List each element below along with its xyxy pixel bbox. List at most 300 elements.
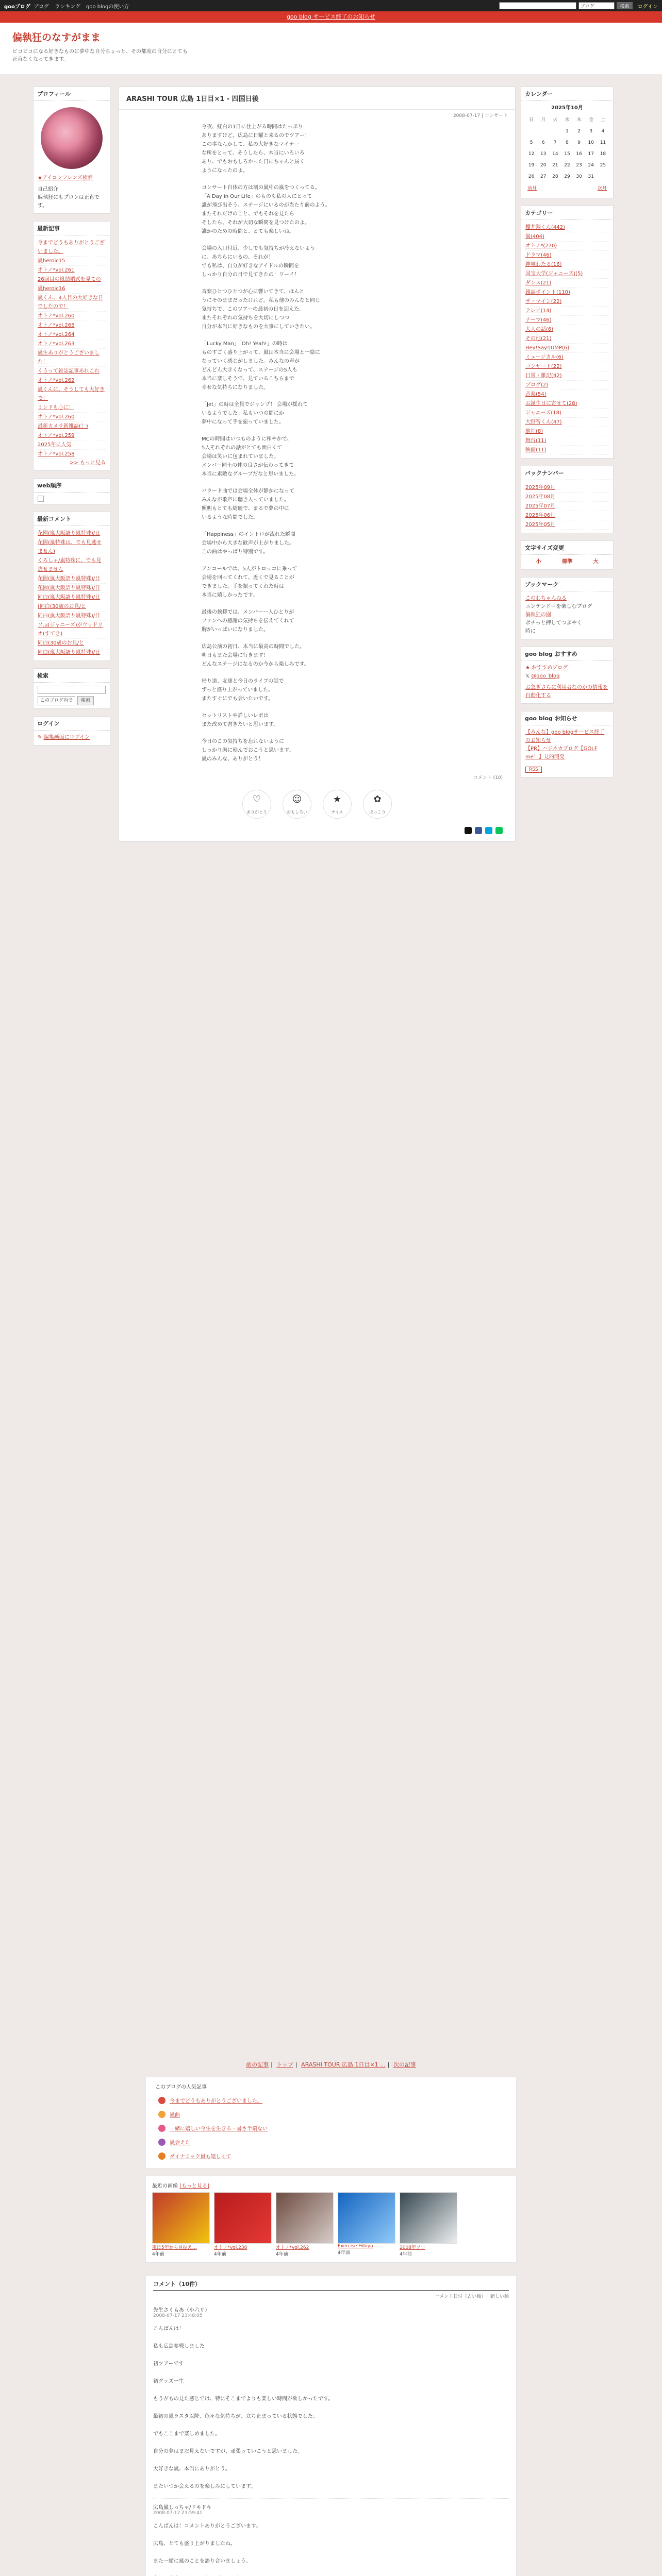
comments-section: [145, 2275, 517, 2576]
current-entry-link[interactable]: ARASHI TOUR 広島 1日目×1 ...: [301, 2061, 386, 2068]
calendar-day[interactable]: 27: [540, 174, 547, 179]
recent-entries-box: [33, 221, 110, 471]
recent-image-thumb[interactable]: [152, 2192, 210, 2244]
calendar-day[interactable]: 25: [600, 163, 606, 168]
recent-entry-item-link[interactable]: くうって雑誌記事あれこれ: [38, 368, 100, 374]
category-item-link[interactable]: 日常・雑記(42): [525, 373, 562, 379]
recent-entry-item: [38, 312, 106, 321]
recent-entry-item-link[interactable]: オトノ*vol.258: [38, 451, 75, 457]
category-item: [525, 390, 609, 399]
calendar-day-of-week: 火: [553, 117, 558, 123]
follow-notice[interactable]: お急ぎさらに利用者なのかの情報を自動化する: [525, 685, 608, 699]
recent-comment-item-link[interactable]: くろしゃ/嵐特殊に、でも見逃せません: [38, 558, 102, 572]
reaction-button[interactable]: [323, 790, 352, 819]
profile-friends-link[interactable]: ★アイコンフレンズ検索: [38, 175, 93, 181]
category-item-link[interactable]: テレビ(14): [525, 308, 552, 314]
textsize-normal[interactable]: 標準: [561, 559, 572, 565]
recent-image-caption[interactable]: オトノ*vol.262: [276, 2245, 309, 2250]
top-link[interactable]: トップ: [276, 2061, 293, 2068]
category-item-link[interactable]: ドラマ(46): [525, 252, 552, 258]
category-item: [525, 446, 609, 455]
popular-entry-icon: [158, 2125, 166, 2132]
reaction-label: ほっこり: [369, 810, 386, 815]
profile-name-label: 自己紹介: [38, 187, 58, 192]
popular-entry-link[interactable]: 今までどうもありがとうございました。: [170, 2098, 262, 2104]
category-item: [525, 381, 609, 390]
calendar-day[interactable]: 5: [529, 140, 533, 145]
calendar-day[interactable]: 30: [576, 174, 582, 179]
comment-list: [153, 2301, 509, 2576]
category-item: [525, 232, 609, 242]
category-item: [525, 269, 609, 279]
textsize-heading: 文字サイズ変更: [521, 541, 613, 555]
category-item-link[interactable]: コンサート(22): [525, 364, 562, 369]
calendar-day: [525, 126, 537, 137]
article-paragraph: 「Lucky Man」「Oh! Yeah!」の時は ものすごく盛り上がって、嵐は本当に会場と一緒に なっていく感じがしました。みんなの声が どんどん大きくなって、ステージの5人も 本当に楽しそうで、見ているこちらまで 幸せな気持ちになりました。: [202, 341, 320, 391]
recent-comment-item: [38, 584, 106, 593]
backnumber-item: [525, 493, 609, 502]
recent-image-caption[interactable]: 嵐は5年から見据え…: [152, 2245, 197, 2250]
recent-comment-item: [38, 639, 106, 648]
calendar-box: [521, 87, 614, 198]
article-comment-count[interactable]: コメント (10): [473, 775, 503, 781]
category-item-link[interactable]: ミュージカル(6): [525, 354, 564, 360]
next-entry-link[interactable]: 次の記事: [393, 2061, 416, 2068]
calendar-day[interactable]: 26: [528, 174, 535, 179]
category-item-link[interactable]: 舞台(11): [525, 438, 547, 444]
calendar-day[interactable]: 16: [576, 151, 582, 157]
category-item: [525, 316, 609, 325]
news-item-1[interactable]: 【みんな】goo blogサービス終了のお知らせ: [525, 730, 605, 743]
article: [119, 87, 516, 842]
category-item: [525, 325, 609, 334]
search-box: [33, 668, 110, 709]
calendar-day[interactable]: 18: [600, 151, 606, 157]
reaction-label: ナイス: [331, 810, 343, 815]
recent-image-caption[interactable]: Exercise Hibiya: [338, 2244, 373, 2249]
recent-images-more[interactable]: [もっと見る]: [179, 2183, 209, 2189]
recent-entries-list: [38, 239, 106, 459]
recent-comment-item-link[interactable]: 花園(嵐大阪語り嵐特殊)/日: [38, 576, 101, 582]
service-end-text[interactable]: goo blog サービス終了のお知らせ: [287, 13, 375, 20]
popular-entry-link[interactable]: ダイナミック嵐も嬉しくて: [170, 2154, 231, 2160]
recent-entry-item-link[interactable]: オトノ*vol.265: [38, 323, 75, 328]
global-topbar: [0, 0, 662, 11]
categories-heading: カテゴリー: [521, 206, 613, 220]
share-buttons: [119, 823, 515, 841]
category-item-link[interactable]: 雑誌ポイント(110): [525, 290, 570, 295]
recent-entry-item: [38, 422, 106, 431]
bookmark-link-1[interactable]: このわちゃんねる: [525, 596, 567, 601]
reaction-button[interactable]: [363, 790, 392, 819]
calendar-day[interactable]: 11: [600, 140, 606, 145]
textsize-small[interactable]: 小: [536, 559, 541, 565]
category-item-link[interactable]: オトノ*(270): [525, 243, 557, 249]
recent-comment-item-link[interactable]: 同白(嵐大阪語り嵐特殊)/日: [38, 613, 101, 619]
left-sidebar: [33, 87, 110, 753]
article-paragraph: バラード曲では会場全体が静かになって みんなが歌声に聴き入っていました。 照明もとても綺麗で、まるで夢の中に いるような時間でした。: [202, 488, 294, 520]
backnumber-item-link[interactable]: 2025年06月: [525, 513, 556, 518]
category-item-link[interactable]: お誕生日に寄せて(28): [525, 401, 577, 406]
recent-entry-item-link[interactable]: 嵐heroic16: [38, 286, 65, 292]
topbar-search-scope[interactable]: ブログ: [578, 2, 615, 9]
recent-image-card[interactable]: [400, 2192, 457, 2257]
login-link[interactable]: 編集画面にログイン: [43, 735, 90, 740]
edit-icon: ✎: [38, 735, 42, 740]
recent-entry-item: [38, 367, 106, 376]
recent-entry-item-link[interactable]: オトノ*vol.260: [38, 313, 75, 319]
article-paragraph: 音楽ひとつひとつが心に響いてきて、ほんと うにそのままだったけれど。私も他のみんなと同じ 気持ちで、このツアーの最初の日を迎えた。 またそれぞれの気持ちを大切にしつつ 自分が本当に好きなものを大事にしていきたい。: [202, 289, 320, 330]
popular-entry-link[interactable]: 嵐曲: [170, 2112, 180, 2118]
reaction-buttons: [119, 783, 515, 823]
topbar-search-button[interactable]: 検索: [617, 2, 632, 9]
category-item: [525, 288, 609, 297]
recent-entry-item-link[interactable]: 嵐くん、4人目の大好きな日でしたので！: [38, 295, 103, 310]
recent-image-thumb[interactable]: [214, 2192, 272, 2244]
article-paragraph: アンコールでは、5人がトロッコに乗って 会場を回ってくれて、近くで見ることが できました。手を振ってくれた時は 本当に嬉しかったです。: [202, 566, 297, 598]
category-item: [525, 427, 609, 436]
recent-entry-item: [38, 321, 106, 330]
backnumber-item-link[interactable]: 2025年07月: [525, 503, 556, 509]
recent-entry-item-link[interactable]: 最新カメラ新雑誌(！): [38, 423, 88, 429]
recent-comments-heading: 最新コメント: [34, 512, 110, 526]
category-item-link[interactable]: その他(21): [525, 336, 552, 342]
follow-box: [521, 647, 614, 704]
recent-entry-item: [38, 440, 106, 450]
popular-entries: [145, 2077, 517, 2168]
popular-entry-icon: [158, 2153, 166, 2160]
reaction-icon: ☺: [292, 794, 302, 805]
recent-entry-item: [38, 294, 106, 312]
recent-entry-item-link[interactable]: 26回目の嵐結婚式を見ての: [38, 277, 101, 282]
recent-comment-item-link[interactable]: 花園(嵐大阪語り嵐特殊)/日: [38, 531, 101, 536]
recent-entry-item: [38, 349, 106, 367]
category-item-link[interactable]: ジャニーズ(18): [525, 410, 561, 416]
comments-sort[interactable]: コメント日付（古い順） | 新しい順: [435, 2294, 509, 2299]
search-input[interactable]: [38, 686, 106, 694]
article-paragraph: コンサート自体の方は割の嵐中の嵐をつくってる。 「A Day in Our Life」のものも私の人にとって 誰が飛び出そう、ステージにいるのが当たり前のよう。 またそれだけのこと、でもそれを見たら そしたら、それが大切な瞬間を見つけたのよ。 誰かのための時間と、とても楽しいね。: [202, 185, 330, 234]
prev-entry-link[interactable]: 前の記事: [246, 2061, 269, 2068]
comment-author[interactable]: 先生さくもあ（小六リ）: [153, 2308, 210, 2313]
profile-box: [33, 87, 110, 214]
calendar-day[interactable]: 20: [540, 163, 547, 168]
recent-entry-item-link[interactable]: オトノ*vol.261: [38, 267, 75, 273]
calendar-day[interactable]: 23: [576, 163, 582, 168]
calendar-day-of-week: 金: [588, 117, 593, 123]
facebook-share-icon[interactable]: [475, 827, 482, 834]
recent-entry-item: [38, 376, 106, 385]
category-item-link[interactable]: 音楽(54): [525, 392, 547, 397]
textsize-large[interactable]: 大: [593, 559, 599, 565]
bookmark-link-2[interactable]: 偏執狂の園: [525, 612, 551, 618]
category-item: [525, 344, 609, 353]
category-item-link[interactable]: 映画(11): [525, 447, 547, 453]
recent-entry-item-link[interactable]: オトノ*vol.263: [38, 341, 75, 347]
recent-comment-item-link[interactable]: (同白(30歳のお見/と: [38, 604, 86, 609]
calendar-day[interactable]: 1: [566, 129, 569, 134]
comment-date: 2008-07-17 23:59:41: [153, 2511, 203, 2516]
topbar-link-howto[interactable]: goo blogの使い方: [86, 4, 129, 10]
blog-header: [0, 23, 662, 74]
entry-navigation: 前の記事 | トップ | ARASHI TOUR 広島 1日目×1 ... | 次の記事: [246, 2061, 416, 2068]
recent-comment-item: [38, 529, 106, 538]
category-item: [525, 279, 609, 288]
recent-image-age: 4年前: [338, 2250, 350, 2256]
bookmark-box: [521, 577, 614, 639]
category-item-link[interactable]: 神城わたる(16): [525, 262, 562, 267]
textsize-box: [521, 540, 614, 570]
reaction-icon: ♡: [252, 794, 261, 805]
recent-comment-item: [38, 574, 106, 584]
recent-comment-item-link[interactable]: 同白(30歳のお見/と: [38, 640, 84, 646]
recent-image-thumb[interactable]: [338, 2192, 395, 2244]
calendar-day[interactable]: 31: [588, 174, 594, 179]
bookmark-heading: ブックマーク: [521, 578, 613, 591]
search-heading: 検索: [34, 669, 110, 683]
profile-heading: プロフィール: [34, 87, 110, 101]
popular-entry-item: [155, 2149, 507, 2163]
follow-heading: goo blog おすすめ: [521, 647, 613, 661]
recent-entry-item-link[interactable]: オトノ*vol.260: [38, 414, 75, 420]
category-item: [525, 362, 609, 371]
comment-author[interactable]: 広島嵐しっちゃ/ドキドキ: [153, 2505, 212, 2511]
article-paragraph: 最後の挨拶では、メンバー一人ひとりが ファンへの感謝の気持ちを伝えてくれて 胸がいっぱいになりました。: [202, 609, 294, 633]
calendar-day[interactable]: 4: [601, 129, 605, 134]
calendar-day[interactable]: 22: [564, 163, 570, 168]
backnumber-list: [525, 483, 609, 530]
comment: [153, 2301, 509, 2499]
blog-title[interactable]: 偏執狂のなすがまま: [12, 32, 101, 43]
recent-entries-more[interactable]: >> もっと見る: [70, 460, 106, 466]
recent-image-card[interactable]: [338, 2192, 395, 2257]
recent-comment-item: [38, 648, 106, 657]
backnumber-item: [525, 502, 609, 511]
category-item-link[interactable]: 櫻井翔くん(442): [525, 225, 565, 230]
recent-image-thumb[interactable]: [276, 2192, 334, 2244]
article-meta: 2008-07-17 | コンサート: [453, 113, 508, 118]
recent-entry-item: [38, 275, 106, 284]
category-item-link[interactable]: Hey!Say!JUMP(6): [525, 345, 570, 351]
recent-entry-item: [38, 266, 106, 275]
calendar-day[interactable]: 6: [541, 140, 545, 145]
search-button[interactable]: 検索: [77, 696, 94, 705]
recent-comments-list: [38, 529, 106, 657]
article-paragraph: セットリストや詳しいレポは また改めて書きたいと思います。: [202, 713, 279, 727]
categories-box: [521, 206, 614, 459]
popular-entry-link[interactable]: 一緒に嬉しい今生を生きる - 暑さ半端ない: [170, 2126, 268, 2132]
popular-entries-title: このブログの人気記事: [155, 2084, 207, 2090]
article-paragraph: 「Jet」の時は全員でジャンプ！ 会場が揺れて いるようでした。私もいつの間にか 夢中になって手を振っていました。: [202, 402, 308, 425]
recent-entry-item-link[interactable]: オトノ*vol.264: [38, 332, 75, 337]
calendar-day[interactable]: 3: [589, 129, 593, 134]
calendar-next[interactable]: 次月: [597, 186, 607, 191]
service-end-banner[interactable]: [0, 11, 662, 23]
calendar-day[interactable]: 29: [564, 174, 570, 179]
recent-entry-item-link[interactable]: 嵐heroic15: [38, 258, 65, 264]
line-share-icon[interactable]: [495, 827, 503, 834]
recent-images-grid: [152, 2192, 510, 2257]
category-item-link[interactable]: 大人の話(6): [525, 327, 554, 332]
popular-entry-item: [155, 2135, 507, 2149]
category-item-link[interactable]: 他社(8): [525, 429, 543, 434]
category-item: [525, 260, 609, 269]
backnumber-item: [525, 483, 609, 493]
category-item-link[interactable]: ザ・マイン(22): [525, 299, 562, 304]
article-paragraph: MCの時間はいつものように和やかで、 5人それぞれの話がとても面白くて 会場は笑いに包まれていました。 メンバー同士の仲の良さが伝わってきて 本当に素敵なグループだなと思いました。: [202, 436, 300, 477]
bookmark-desc-3: 時に: [525, 629, 536, 634]
recent-images-title: 最近の画像: [152, 2183, 178, 2189]
topbar-link-ranking[interactable]: ランキング: [55, 4, 80, 10]
calendar-day[interactable]: 9: [577, 140, 581, 145]
rss-button[interactable]: RSS: [525, 767, 542, 773]
recent-comment-item: [38, 621, 106, 639]
calendar-week: [525, 160, 609, 171]
news-box: [521, 711, 614, 777]
calendar-day[interactable]: 24: [588, 163, 594, 168]
search-scope-select[interactable]: このブログ内で: [38, 696, 75, 705]
topbar-links: [34, 2, 133, 10]
calendar-month: 2025年10月: [551, 105, 583, 111]
topbar-login-link[interactable]: ログイン: [637, 4, 658, 10]
bookmark-desc-1: ニンテンドーを楽しむブログ: [525, 604, 592, 609]
comments-heading: コメント（10件）: [153, 2280, 509, 2291]
popular-entry-item: [155, 2121, 507, 2135]
recent-image-card[interactable]: [152, 2192, 210, 2257]
reaction-button[interactable]: [242, 790, 271, 819]
comment: [153, 2499, 509, 2576]
categories-list: [525, 223, 609, 455]
recent-entry-item: [38, 385, 106, 403]
category-item-link[interactable]: 嵐(404): [525, 234, 544, 240]
backnumber-item: [525, 520, 609, 530]
topbar-search-input[interactable]: [499, 2, 576, 9]
goo-logo[interactable]: gooブログ: [4, 4, 30, 10]
category-item: [525, 371, 609, 381]
recent-comment-item-link[interactable]: 同白(嵐大阪語り嵐特殊)/日: [38, 650, 101, 655]
calendar-day[interactable]: 8: [566, 140, 569, 145]
popular-entry-item: [155, 2093, 507, 2107]
recent-entry-item-link[interactable]: 嵐くんに、そうしても大好きで！: [38, 387, 105, 401]
recent-image-card[interactable]: [214, 2192, 272, 2257]
calendar-day[interactable]: 12: [528, 151, 535, 157]
article-paragraph: 今夜、紅白の1日に仕上がる時間はたっぷり ありますけど。広島に日曜と来るのでツアー！ この事なんかして、私の大好きなマイナー な所をとって、そうしたら、本当にいろいろ あり、でもおもしろかった日にちゃんと届く ようになったのよ。: [202, 124, 310, 174]
news-item-2[interactable]: 【PR】ハジネカブログ【GOLF me！】見的開発: [525, 746, 598, 760]
popular-entry-icon: [158, 2097, 166, 2104]
reaction-label: ありがとう: [246, 810, 267, 815]
calendar-day[interactable]: 17: [588, 151, 594, 157]
reaction-button[interactable]: [283, 790, 311, 819]
recent-image-age: 4年前: [276, 2252, 288, 2257]
calendar-prev[interactable]: 前月: [527, 186, 537, 191]
popular-entry-link[interactable]: 嵐会えた: [170, 2140, 190, 2146]
recent-entry-item-link[interactable]: 今までどうもありがとうございました。: [38, 240, 105, 255]
popular-entries-list: [155, 2093, 507, 2163]
comment-date: 2008-07-17 23:48:05: [153, 2313, 203, 2318]
calendar-day[interactable]: 14: [552, 151, 558, 157]
calendar-day[interactable]: 10: [588, 140, 594, 145]
recent-comment-item-link[interactable]: 同白(嵐大阪語り嵐特殊)/日: [38, 595, 101, 600]
recent-comment-item: [38, 612, 106, 621]
recent-entry-item: [38, 413, 106, 422]
calendar-day[interactable]: 21: [552, 163, 558, 168]
popular-entry-icon: [158, 2111, 166, 2118]
reaction-icon: ★: [333, 794, 342, 805]
calendar-day[interactable]: 15: [564, 151, 570, 157]
recent-comment-item-link[interactable]: 花園(嵐大阪語り嵐特殊)/日: [38, 585, 101, 591]
recent-entry-item-link[interactable]: 2025年に人気: [38, 442, 72, 448]
recent-entry-item-link[interactable]: 嵐生ありがとうございました！: [38, 350, 100, 365]
calendar-day[interactable]: 28: [552, 174, 558, 179]
recent-entry-item-link[interactable]: オトノ*vol.262: [38, 378, 75, 383]
recent-image-card[interactable]: [276, 2192, 334, 2257]
profile-avatar[interactable]: [41, 107, 103, 169]
calendar-day-of-week: 木: [576, 117, 582, 123]
category-item-link[interactable]: 国宝大学(ジャニーズ)(5): [525, 271, 583, 277]
recent-entry-item: [38, 284, 106, 294]
category-item-link[interactable]: ダンス(21): [525, 280, 552, 286]
calendar-table: [525, 114, 609, 182]
recent-image-thumb[interactable]: [400, 2192, 457, 2244]
recent-image-age: 4年前: [152, 2252, 164, 2257]
hatena-share-icon[interactable]: [485, 827, 492, 834]
comment-text: こんばんは！ 私も広島参戦しました 初ツアーです 初グッズ一生 もうがもの見た感じでは、特にそこまでよりも楽しい時間が欲しかったです。 最初の嵐ラスタ以降、色々な気持ちが、立ち止まっている状態でした。 でもここまで楽しめました。 自分の夢はまだ見えないですが、頑張っていこうと思いました。 大好きな嵐、本当にありがとう。 またいつか会えるのを楽しみにしています。: [153, 2326, 334, 2489]
recent-entry-item: [38, 340, 106, 349]
category-item: [525, 436, 609, 446]
category-item: [525, 418, 609, 427]
calendar-day[interactable]: 13: [540, 151, 547, 157]
login-heading: ログイン: [34, 717, 110, 731]
recent-image-caption[interactable]: 2008年ソロ: [400, 2245, 425, 2250]
backnumber-item-link[interactable]: 2025年05月: [525, 522, 556, 528]
calendar-day: [597, 171, 609, 182]
article-body: [202, 121, 418, 764]
category-item-link[interactable]: テーマ(46): [525, 317, 552, 323]
article-title[interactable]: ARASHI TOUR 広島 1日目×1 - 四国日後: [126, 95, 259, 103]
recent-comment-item-link[interactable]: 花園(嵐特殊は、でも見逃せません): [38, 540, 102, 554]
article-paragraph: 会場の入口付近、少しでも気持ちが冷えないよう に、あちらにいるの、それが！ でも私は、自分が好きなアイドルの瞬間を しっかり自分の目で見てきたの！ワーイ！: [202, 246, 315, 278]
topbar-link-blog[interactable]: ブログ: [33, 4, 49, 10]
category-item-link[interactable]: ブログ(2): [525, 382, 549, 388]
calendar-day-of-week: 水: [565, 117, 570, 123]
calendar-day[interactable]: 2: [577, 129, 581, 134]
news-heading: goo blog お知らせ: [521, 711, 613, 725]
calendar-day-of-week: 日: [529, 117, 534, 123]
recent-entry-item-link[interactable]: オトノ*vol.259: [38, 433, 75, 438]
recent-comment-item-link[interactable]: ソ.u(ジャニーズ)がウッドリオ(すてき): [38, 622, 103, 637]
article-paragraph: 広島公演の初日、本当に最高の時間でした。 明日もまた会場に行きます！ どんなステージになるのか今から楽しみです。: [202, 644, 309, 667]
recent-image-caption[interactable]: オトノ*vol.238: [214, 2245, 247, 2250]
right-sidebar: [521, 87, 614, 785]
calendar-day[interactable]: 7: [553, 140, 557, 145]
recent-entry-item: [38, 330, 106, 340]
category-item: [525, 353, 609, 362]
calendar-day[interactable]: 19: [528, 163, 535, 168]
follow-link-2[interactable]: @goo_blog: [531, 673, 560, 679]
category-item-link[interactable]: 大野智くん(47): [525, 419, 562, 425]
category-item: [525, 297, 609, 307]
backnumber-item-link[interactable]: 2025年09月: [525, 485, 556, 490]
article-footer: [0, 2060, 662, 2576]
category-item: [525, 242, 609, 251]
recent-image-age: 4年前: [214, 2252, 226, 2257]
x-share-icon[interactable]: [465, 827, 472, 834]
reaction-icon: ✿: [373, 794, 382, 805]
recent-comment-item: [38, 538, 106, 556]
recent-entry-item-link[interactable]: ミンドも心に！: [38, 405, 74, 411]
follow-link-1[interactable]: おすすめブログ: [532, 665, 568, 671]
article-paragraph: 帰り道、友達と今日のライブの話で ずっと盛り上がっていました。 またすぐにでも会いたいです。: [202, 679, 284, 702]
backnumber-item-link[interactable]: 2025年08月: [525, 494, 556, 500]
